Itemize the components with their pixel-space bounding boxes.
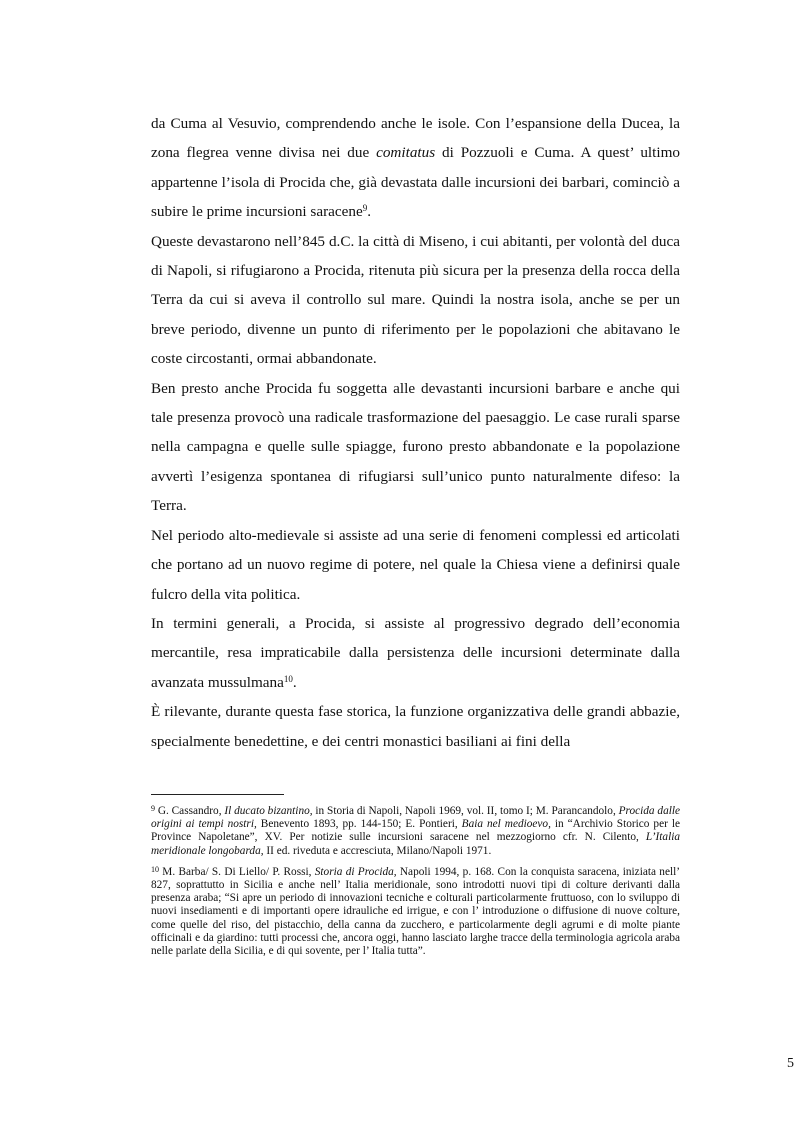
footnote: [151, 805, 680, 858]
footnotes: [151, 805, 680, 966]
text-run: Nel periodo alto-medievale si assiste ad una serie di fenomeni complessi ed articolati che portano ad un nuovo regime di potere, nel quale la Chiesa viene a definirsi quale fulcro della vita politica.: [151, 526, 680, 603]
paragraph: [151, 697, 680, 756]
text-run: M. Barba/ S. Di Liello/ P. Rossi,: [159, 865, 315, 878]
footnote-ref: 9: [362, 203, 368, 214]
italic-text: L’Italia meridionale longobarda,: [151, 831, 680, 857]
text-run: Ben presto anche Procida fu soggetta alle devastanti incursioni barbare e anche qui tale presenza provocò una radicale trasformazione del paesaggio. Le case rurali sparse nella campagna e quelle sulle spiagge, furono presto abbandonate e la popolazione avvertì l’esigenza spontanea di rifugiarsi sull’unico punto naturalmente difeso: la Terra.: [151, 379, 680, 515]
text-run: In termini generali, a Procida, si assiste al progressivo degrado dell’economia mercantile, resa impraticabile dalla persistenza delle incursioni determinate dalla avanzata mussulmana: [151, 614, 680, 691]
page-number: 5: [787, 1056, 794, 1071]
footnote-ref: 9: [151, 804, 155, 813]
main-text: [151, 109, 680, 756]
text-run: di Pozzuoli e Cuma. A quest’ ultimo appartenne l’isola di Procida che, già devastata dalle incursioni dei barbari, cominciò a subire le prime incursioni saracene: [151, 144, 680, 221]
footnote-separator: [151, 794, 284, 795]
footnote: [151, 866, 680, 958]
text-run: da Cuma al Vesuvio, comprendendo anche le isole. Con l’espansione della Ducea, la zona flegrea venne divisa nei due: [151, 115, 680, 162]
paragraph: [151, 227, 680, 374]
italic-text: comitatus: [376, 144, 436, 162]
paragraph: [151, 609, 680, 697]
italic-text: Il ducato bizantino,: [224, 805, 313, 817]
paragraph: [151, 521, 680, 609]
text-run: in Storia di Napoli, Napoli 1969, vol. II, tomo I; M. Parancandolo,: [312, 805, 619, 817]
text-run: II ed. riveduta e accresciuta, Milano/Napoli 1971.: [263, 844, 492, 857]
text-run: in “Archivio Storico per le Province Napoletane”, XV. Per notizie sulle incursioni saracene nel mezzogiorno cfr. N. Cilento,: [151, 818, 680, 844]
paragraph: [151, 109, 680, 227]
text-run: Napoli 1994, p. 168. Con la conquista saracena, iniziata nell’ 827, soprattutto in Sicilia e anche nell’ Italia meridionale, sono introdotti nuovi tipi di colture derivanti dalla presenza araba; “Si apre un periodo di innovazioni tecniche e colturali particolarmente fruttuoso, con lo sviluppo di nuovi insediamenti e di importanti opere idrauliche ed irrigue, e con l’ introduzione o diffusione di nuove colture, come quelle del riso, del pistacchio, della canna da zucchero, e particolarmente degli agrumi e di molte piante officinali e da giardino: tutti processi che, ancora oggi, hanno lasciato larghe tracce della terminologia agricola araba nelle parlate della Sicilia, e di qui sovente, per l’ Italia tutta”.: [151, 865, 681, 958]
italic-text: Baia nel medioevo,: [461, 818, 551, 831]
italic-text: Procida dalle origini ai tempi nostri,: [151, 805, 681, 831]
italic-text: Storia di Procida,: [314, 865, 397, 878]
paragraph: [151, 374, 680, 521]
text-run: G. Cassandro,: [155, 805, 225, 817]
text-run: Benevento 1893, pp. 144-150; E. Pontieri,: [256, 818, 462, 831]
text-run: Queste devastarono nell’845 d.C. la città di Miseno, i cui abitanti, per volontà del duca di Napoli, si rifugiarono a Procida, ritenuta più sicura per la presenza della rocca della Terra da cui si aveva il controllo sul mare. Quindi la nostra isola, anche se per un breve periodo, divenne un punto di riferimento per le popolazioni che abitavano le coste circostanti, ormai abbandonate.: [151, 232, 680, 368]
footnote-ref: 10: [283, 673, 293, 684]
text-run: È rilevante, durante questa fase storica, la funzione organizzativa delle grandi abbazie, specialmente benedettine, e dei centri monastici basiliani ai fini della: [151, 703, 680, 750]
text-run: .: [292, 673, 297, 691]
text-run: .: [367, 203, 371, 221]
footnote-ref: 10: [151, 864, 159, 874]
